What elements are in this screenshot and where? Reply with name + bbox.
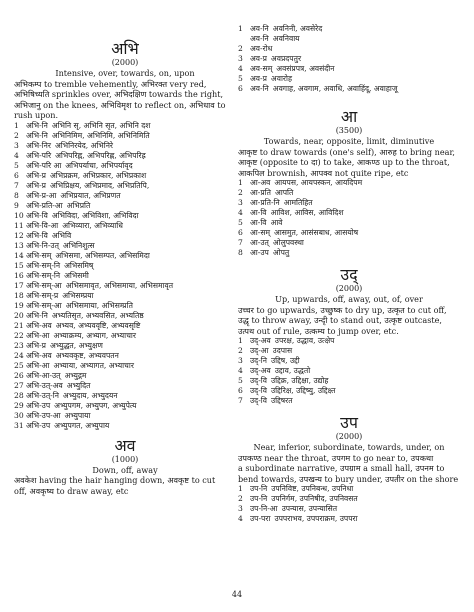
entry-row xyxy=(14,211,236,221)
entry-number: 19 xyxy=(14,300,24,310)
section-abhi xyxy=(14,40,236,431)
entry-prefix: अव-रोध xyxy=(250,44,273,53)
entry-number: 10 xyxy=(14,210,24,220)
section-meaning: Towards, near, opposite, limit, diminutive xyxy=(263,136,435,146)
entry-number: 18 xyxy=(14,290,24,300)
entry-row xyxy=(238,178,460,188)
entry-number: 7 xyxy=(238,238,243,247)
section-heading: उप xyxy=(340,413,358,432)
entry-prefix: अभि-प्र xyxy=(26,170,46,180)
entry-number: 5 xyxy=(238,218,243,227)
entry-words: अभिपर्याचा, अभिपर्यावृद xyxy=(65,160,133,170)
entry-prefix: उद्-आ xyxy=(250,346,269,355)
entry-prefix: आ-वि xyxy=(250,208,267,217)
entry-words: अभ्युपाया xyxy=(64,410,91,420)
entry-number: 2 xyxy=(238,346,243,355)
entry-words: उदपास xyxy=(272,346,293,355)
entry-row xyxy=(14,381,236,391)
entry-words xyxy=(276,44,460,54)
entry-words: ओपतु xyxy=(272,248,290,257)
entry-number: 13 xyxy=(14,240,24,250)
entry-number: 30 xyxy=(14,410,24,420)
entry-words: अवप्रदपतुर xyxy=(270,54,302,63)
entry-words: अभिवि xyxy=(51,230,72,240)
entry-row xyxy=(238,198,460,208)
entry-row xyxy=(14,291,236,301)
entry-row xyxy=(238,356,460,366)
entry-words: अभिपरिह्न, अभिपरिह्ण, अभिपरिह्र xyxy=(55,150,146,160)
entry-row xyxy=(14,251,236,261)
entry-row xyxy=(238,84,460,94)
entry-prefix: अभि-प्रति-आ xyxy=(26,200,63,210)
entry-row xyxy=(238,396,460,406)
entry-row xyxy=(238,24,460,34)
section-example-line: आकपिल brownish, आपक्व not quite ripe, etc xyxy=(238,167,409,178)
entry-prefix: उप-परा xyxy=(250,514,271,523)
entry-prefix: आ-प्रति-नि xyxy=(250,198,280,207)
entry-row xyxy=(14,321,236,331)
section-heading: अभि xyxy=(111,39,139,58)
entry-prefix: अभि-नि-उत् xyxy=(26,240,59,250)
entry-words: उपरक्ष, उद्धाव, उत्क्षेप xyxy=(274,336,335,345)
entry-row xyxy=(14,371,236,381)
entry-row xyxy=(238,336,460,346)
entry-row xyxy=(14,221,236,231)
entry-words: उपनिर्गम, उपनिषीद, उपनिवसत xyxy=(271,494,358,503)
section-example-line: उच्चर to go upwards, उच्छुष्क to dry up, उत्कृत to cut off, xyxy=(238,304,447,315)
entry-number: 16 xyxy=(14,270,24,280)
entry-number: 2 xyxy=(14,130,19,140)
entry-prefix: अभि-नि xyxy=(26,130,48,140)
section-example-line: उत्पथ out of rule, उत्कम्य to jump over, etc. xyxy=(238,325,399,336)
entry-words: अवारोह xyxy=(270,74,293,83)
section-example-line: rush upon. xyxy=(14,110,59,120)
entry-number: 24 xyxy=(14,350,24,360)
entry-row xyxy=(14,311,236,321)
entry-words: अभ्युपगम, अभ्युपग, अभ्युपेत्य xyxy=(54,400,137,410)
entry-prefix: अव-सम् xyxy=(250,64,273,73)
entry-prefix: अव-प्र xyxy=(250,74,267,83)
entry-prefix: अभि-सम्-आ xyxy=(26,280,62,290)
entry-number: 2 xyxy=(238,44,243,53)
entry-row xyxy=(238,238,460,248)
entry-prefix: अभि-उप-आ xyxy=(26,410,61,420)
entry-number: 3 xyxy=(238,198,243,207)
entry-prefix: अभि-आ xyxy=(26,360,50,370)
entry-prefix: उद्-वि xyxy=(250,376,267,385)
entry-prefix: आ-सम् xyxy=(250,228,271,237)
entry-number: 3 xyxy=(238,504,243,513)
entry-prefix: अभि-सम् xyxy=(26,250,52,260)
entry-prefix: अव-नि xyxy=(250,34,269,43)
section-count: (3500) xyxy=(335,126,363,135)
page-number: 44 xyxy=(231,590,243,599)
entry-prefix: उद्-अव xyxy=(250,336,271,345)
entry-prefix: अभि-अव xyxy=(26,320,52,330)
entry-row xyxy=(14,271,236,281)
entry-prefix: अभि-सम्-प्र xyxy=(26,290,59,300)
section-heading: आ xyxy=(340,107,358,126)
entry-row xyxy=(14,181,236,191)
entry-prefix: अभि-आ xyxy=(26,330,50,340)
entry-words: आपति xyxy=(274,188,294,197)
entry-words: ओलुपवस्था xyxy=(272,238,304,247)
entry-words: आविश, आविस, आविदिश xyxy=(270,208,344,217)
entry-row xyxy=(238,346,460,356)
entry-row xyxy=(238,376,460,386)
entry-prefix: अव-नि xyxy=(250,24,269,33)
entry-row xyxy=(14,171,236,181)
entry-words: उपपराभव, उपपराक्रम, उपपरा xyxy=(274,514,358,523)
entry-words: अभिसमावृत, अभिसमाया, अभिसमावृत xyxy=(65,280,174,290)
entry-number: 5 xyxy=(14,160,19,170)
section-example-line: a subordinate narrative, उपग्राम a small hall, उपनम to xyxy=(238,463,445,473)
entry-words: अभ्युद्धत, अभ्युक्षण xyxy=(50,340,103,350)
entry-words: अभिसमा, अभिसम्पत, अभिसमिदा xyxy=(55,250,150,260)
entry-number: 31 xyxy=(14,420,24,430)
entry-list xyxy=(238,178,460,258)
entry-row xyxy=(238,54,460,64)
entry-prefix: अभि-उप xyxy=(26,400,51,410)
left-column xyxy=(14,0,236,496)
entry-prefix: अभि-प्र xyxy=(26,340,46,350)
entry-prefix: अभि-सम्-आ xyxy=(26,300,62,310)
entry-words: उद्दाव, उद्धतो xyxy=(274,366,311,375)
entry-number: 5 xyxy=(238,74,243,83)
entry-words: अभिविदा, अभिविशा, अभिविदा xyxy=(51,210,139,220)
entry-number: 7 xyxy=(238,396,243,405)
entry-row xyxy=(238,44,460,54)
entry-row xyxy=(238,74,460,84)
entry-number: 6 xyxy=(238,386,243,395)
entry-number: 4 xyxy=(238,366,243,375)
section-count: (1000) xyxy=(111,454,139,464)
entry-list xyxy=(238,484,460,524)
entry-prefix: अभि-परि xyxy=(26,150,52,160)
entry-words: अभिनिरयेद, अभिनिरे xyxy=(54,140,114,150)
section-example-line: अभिजानु on the knees, अभिविमृश to reflect on, अभिधाव to xyxy=(14,99,226,110)
entry-row xyxy=(14,351,236,361)
entry-row xyxy=(14,411,236,421)
entry-row xyxy=(238,228,460,238)
section-heading: अव xyxy=(114,435,136,455)
entry-words: अवनिनी, अवसेरेद xyxy=(272,24,323,33)
entry-prefix: आ-उत् xyxy=(250,238,269,247)
entry-words: अभिनिमिम, अभिनिमि, अभिनिमिति xyxy=(51,130,150,140)
section-example-line: उपकण्ठ near the throat, उपगम to go near to, उपकथा xyxy=(238,452,434,463)
entry-row xyxy=(238,386,460,396)
entry-words: अवनिवाय xyxy=(272,34,300,43)
entry-row xyxy=(238,188,460,198)
entry-row xyxy=(14,261,236,271)
entry-number: 6 xyxy=(238,228,243,237)
entry-prefix: अव-नि xyxy=(250,84,269,93)
entry-number: 17 xyxy=(14,280,24,290)
entry-number: 25 xyxy=(14,360,24,370)
continued-entry-list xyxy=(238,24,460,94)
section-count: (2000) xyxy=(335,432,363,441)
entry-prefix: अभि-उत्-नि xyxy=(26,390,59,400)
entry-prefix: अभि-परि आ xyxy=(26,160,62,170)
entry-words: उद्दिष, उद्दी xyxy=(270,356,300,365)
entry-number: 6 xyxy=(14,170,19,180)
entry-number: 9 xyxy=(14,200,19,210)
section-meaning: Intensive, over, towards, on, upon xyxy=(55,68,195,78)
entry-words: अभिनि सृ, अभिनि सृत, अभिनि दश xyxy=(51,120,151,130)
entry-row xyxy=(14,141,236,151)
entry-prefix: आ-अव xyxy=(250,178,271,187)
entry-number: 4 xyxy=(238,208,243,217)
entry-row xyxy=(238,34,460,44)
entry-number xyxy=(238,34,250,44)
entry-row xyxy=(238,366,460,376)
entry-row xyxy=(238,64,460,74)
entry-prefix: उद्-वि xyxy=(250,396,267,405)
entry-prefix: आ-वि xyxy=(250,218,267,227)
entry-row xyxy=(14,361,236,371)
entry-number: 27 xyxy=(14,380,24,390)
entry-words: अवगाह, अवगाम, अवाधि, अवाहिंदू, अवाहाजू xyxy=(272,84,398,93)
section-count: (2000) xyxy=(111,58,139,67)
entry-row xyxy=(14,341,236,351)
entry-prefix: आ-प्रति xyxy=(250,188,271,197)
entry-prefix: अभि-नि xyxy=(26,120,48,130)
entry-words: अभ्यतिसृत, अभ्यवसित, अभ्यतिष्ठ xyxy=(51,310,144,320)
entry-prefix: आ-उप xyxy=(250,248,269,257)
entry-number: 1 xyxy=(238,178,243,187)
entry-row xyxy=(14,421,236,431)
entry-words: अभ्युदाय, अभ्युदयन xyxy=(62,390,118,400)
entry-prefix: अभि-अव xyxy=(26,350,52,360)
section-meaning: Near, inferior, subordinate, towards, under, on xyxy=(253,442,445,452)
entry-number: 6 xyxy=(238,84,243,93)
entry-number: 15 xyxy=(14,260,24,270)
entry-words: आयपस, आयपस्कन, आयदिपम xyxy=(274,178,363,187)
right-column xyxy=(238,0,460,524)
entry-words: अभ्यव, अभ्यववृष्टि, अभ्यवसृष्टि xyxy=(55,320,141,330)
entry-number: 2 xyxy=(238,188,243,197)
entry-row xyxy=(14,161,236,171)
entry-prefix: उप-नि xyxy=(250,494,268,503)
entry-number: 3 xyxy=(238,356,243,365)
entry-number: 23 xyxy=(14,340,24,350)
entry-prefix: अव-प्र xyxy=(250,54,267,63)
entry-row xyxy=(238,208,460,218)
entry-prefix: अभि-आ-उत् xyxy=(26,370,61,380)
section-example-line: अभिषिच्यति sprinkles over, अभिदक्षिण towards the right, xyxy=(14,89,224,99)
entry-number: 12 xyxy=(14,230,24,240)
section-heading: उद् xyxy=(340,265,358,284)
entry-number: 8 xyxy=(238,248,243,257)
entry-row xyxy=(238,504,460,514)
section-example-line: अवकेश having the hair hanging down, अवकृष्ट to cut xyxy=(14,475,216,485)
entry-row xyxy=(14,281,236,291)
entry-prefix: उद्-अव xyxy=(250,366,271,375)
section-example-line: off, अवकृष्य to draw away, etc xyxy=(14,485,129,496)
entry-words: आमतिहित xyxy=(283,198,313,207)
entry-prefix: उद्-वि xyxy=(250,386,267,395)
entry-prefix: अभि-निर xyxy=(26,140,51,150)
entry-number: 21 xyxy=(14,320,24,330)
entry-words: अभिप्रक्रम, अभिप्रकार, अभिप्रकाश xyxy=(50,170,147,180)
entry-row xyxy=(14,201,236,211)
entry-prefix: अभि-प्र xyxy=(26,180,46,190)
entry-words: अभिप्रति xyxy=(66,200,91,210)
entry-row xyxy=(14,301,236,311)
section-example-line: आकृष्ट to draw towards (one's self), आरुह to bring near, xyxy=(238,146,455,157)
entry-row xyxy=(14,241,236,251)
entry-words: अभिप्रिक्षय, अभिप्रमाद, अभिप्रतिपि, xyxy=(50,180,150,190)
entry-number: 7 xyxy=(14,180,19,190)
entry-words: अभिप्रयात, अभिप्रणत xyxy=(60,190,121,200)
entry-number: 1 xyxy=(14,120,19,130)
entry-words: अभिसमी xyxy=(64,270,89,280)
entry-words: आसमुत, आसंसबाध, आसयोष xyxy=(274,228,359,237)
section-example-line: अभिकम्प to tremble vehemently, अभिरक्त very red, xyxy=(14,78,207,89)
entry-number: 1 xyxy=(238,336,243,345)
entry-number: 4 xyxy=(238,64,243,73)
entry-words: उपन्यास, उपन्यासित xyxy=(281,504,338,513)
entry-row xyxy=(238,514,460,524)
entry-words: उद्दिषरत xyxy=(270,396,293,405)
section-example-line: bend towards, उपखन्य to bury under, उपतीर on the shore xyxy=(238,473,459,484)
entry-number: 4 xyxy=(238,514,243,523)
entry-words: अभ्युद्गम xyxy=(64,370,87,380)
entry-row xyxy=(14,191,236,201)
entry-number: 2 xyxy=(238,494,243,503)
entry-number: 3 xyxy=(238,54,243,63)
entry-number: 26 xyxy=(14,370,24,380)
section-meaning: Up, upwards, off, away, out, of, over xyxy=(275,294,423,304)
entry-number: 1 xyxy=(238,484,243,493)
entry-words: आवे xyxy=(270,218,283,227)
entry-words: अभिसमिष् xyxy=(64,260,94,270)
section-aa xyxy=(238,108,460,258)
section-count: (2000) xyxy=(335,284,363,293)
entry-prefix: अभि-नि xyxy=(26,310,48,320)
entry-row xyxy=(14,401,236,411)
entry-number: 11 xyxy=(14,220,24,230)
entry-number: 1 xyxy=(238,24,243,33)
entry-row xyxy=(238,248,460,258)
entry-row xyxy=(14,231,236,241)
entry-words: उद्दिक्र, उद्दिक्षा, उद्योह xyxy=(270,376,329,385)
entry-number: 14 xyxy=(14,250,24,260)
entry-prefix: अभि-उत्-अव xyxy=(26,380,63,390)
entry-words: अभिसम्प्रया xyxy=(62,290,94,300)
entry-prefix: उद्-नि xyxy=(250,356,267,365)
entry-list xyxy=(238,336,460,406)
entry-words: अभिनिशुत्स xyxy=(62,240,95,250)
entry-prefix: अभि-सम्-नि xyxy=(26,270,61,280)
entry-row xyxy=(14,391,236,401)
entry-prefix: उप-नि xyxy=(250,484,268,493)
entry-number: 22 xyxy=(14,330,24,340)
entry-words: अभिव्यारा, अभिव्याधि xyxy=(62,220,123,230)
entry-words: अभ्याया, अभ्यागत, अभ्याचार xyxy=(53,360,134,370)
entry-words: अभ्युपगत, अभ्युपाय xyxy=(54,420,110,430)
entry-words: अवसंप्रपत्र, अवसंदीन xyxy=(276,64,335,73)
section-ud xyxy=(238,266,460,406)
section-example-line: आकृष्ट (opposite to दा) to take, आकण्ठ up to the throat, xyxy=(238,157,450,167)
entry-prefix: अभि-उप xyxy=(26,420,51,430)
entry-row xyxy=(14,151,236,161)
entry-words: उपनिविष्ट, उपनिबन्ध, उपनिधा xyxy=(271,484,354,493)
entry-words: अभिसमाया, अभिसम्प्रति xyxy=(65,300,133,310)
entry-number: 4 xyxy=(14,150,19,160)
entry-number: 5 xyxy=(238,376,243,385)
entry-row xyxy=(238,484,460,494)
entry-prefix: अभि-प्र-आ xyxy=(26,190,57,200)
entry-words: अभ्यवकृष्ट, अभ्यवपतन xyxy=(55,350,119,360)
entry-row xyxy=(238,494,460,504)
section-ava xyxy=(14,437,236,497)
entry-row xyxy=(238,218,460,228)
entry-number: 29 xyxy=(14,400,24,410)
entry-prefix: अभि-वि-आ xyxy=(26,220,59,230)
section-example-line: उद्धृ to throw away, उन्दृी to stand out, उत्कृष्ट outcaste, xyxy=(238,315,442,325)
entry-prefix: अभि-सम्-नि xyxy=(26,260,61,270)
entry-row xyxy=(14,121,236,131)
entry-words: अभ्युदित xyxy=(66,380,91,390)
entry-row xyxy=(14,331,236,341)
entry-number: 3 xyxy=(14,140,19,150)
entry-words: उद्दिरिक्ष, उद्दिष्यु, उद्दिक्ष्त xyxy=(270,386,336,395)
entry-number: 20 xyxy=(14,310,24,320)
entry-list xyxy=(14,121,236,431)
entry-prefix: अभि-वि xyxy=(26,230,48,240)
entry-prefix: उप-नि-आ xyxy=(250,504,278,513)
entry-number: 28 xyxy=(14,390,24,400)
entry-words: अभ्याक्रम्य, अभ्याग, अभ्याचार xyxy=(53,330,136,340)
entry-prefix: अभि-वि xyxy=(26,210,48,220)
entry-row xyxy=(14,131,236,141)
section-meaning: Down, off, away xyxy=(92,464,158,475)
entry-number: 8 xyxy=(14,190,19,200)
section-upa xyxy=(238,414,460,524)
